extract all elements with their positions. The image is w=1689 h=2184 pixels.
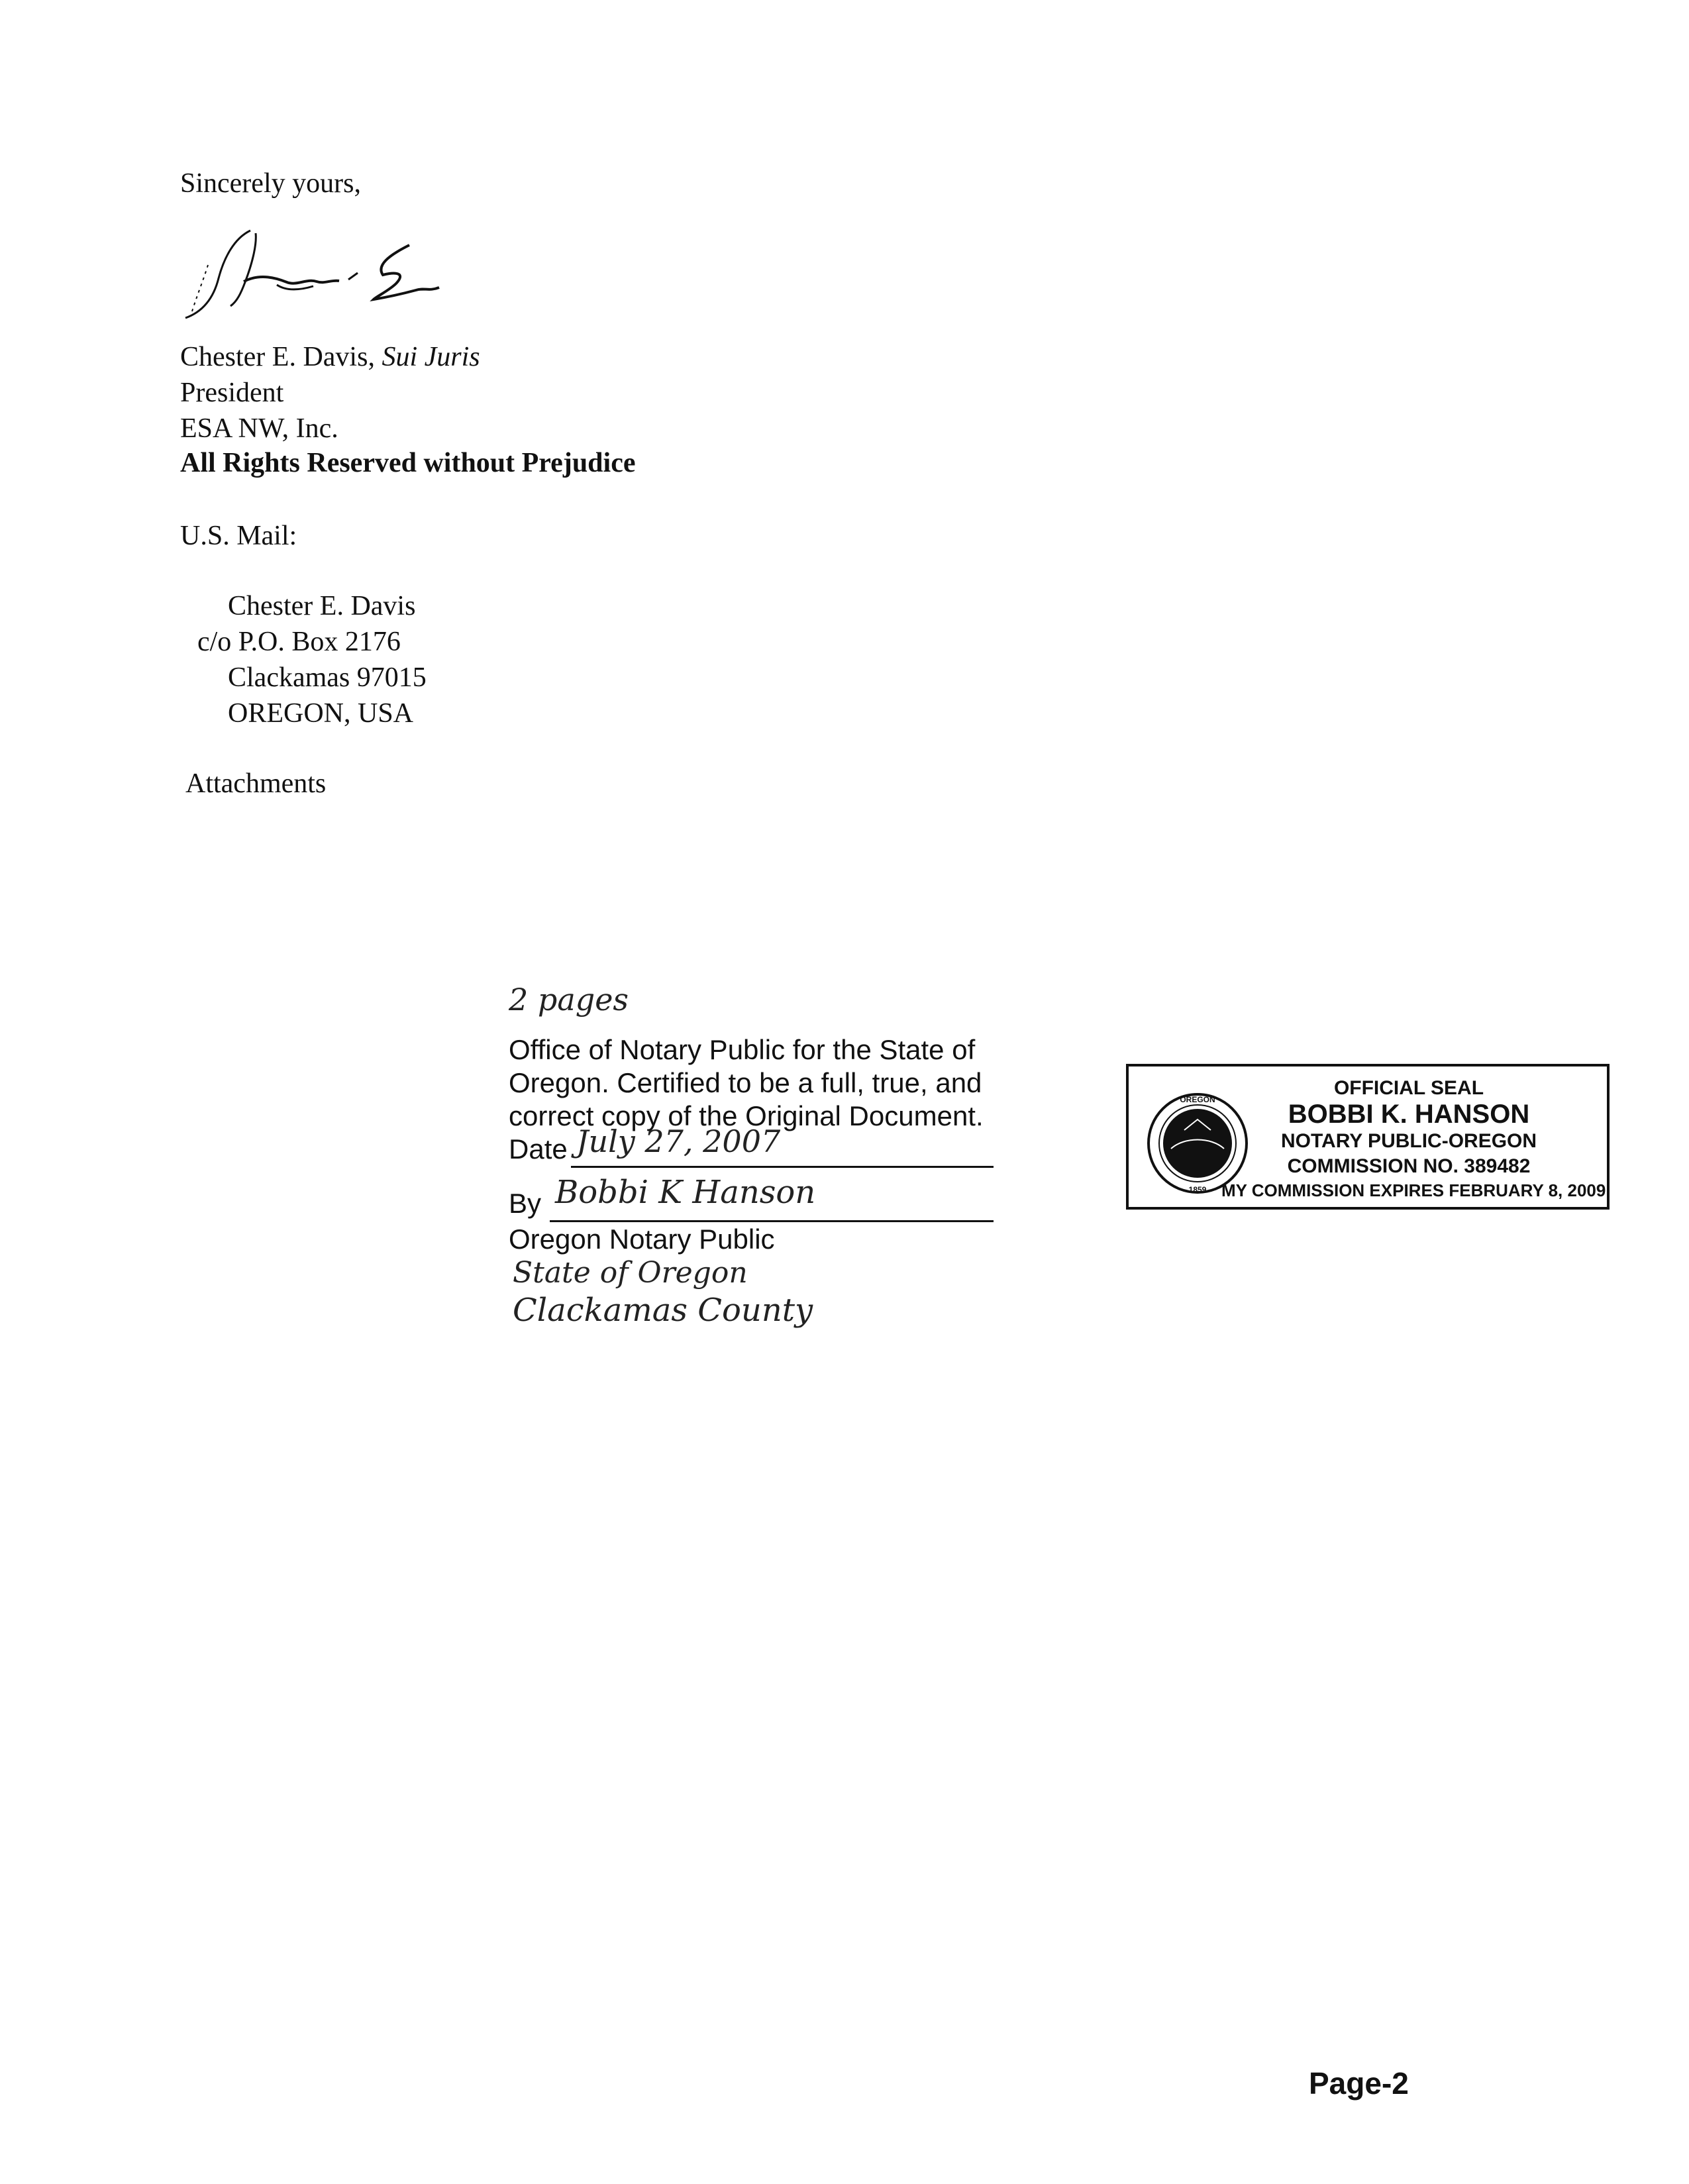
signer-title: President <box>180 378 284 408</box>
handwritten-page-count: 2 pages <box>509 982 629 1017</box>
official-seal-stamp <box>1126 1064 1610 1210</box>
seal-heading: OFFICIAL SEAL <box>1333 1077 1484 1099</box>
handwritten-date: July 27, 2007 <box>576 1123 781 1159</box>
page-number: Page-2 <box>1309 2066 1409 2101</box>
svg-text:OREGON: OREGON <box>1180 1095 1215 1104</box>
mail-address-line: OREGON, USA <box>228 698 414 729</box>
seal-commission-expiry: MY COMMISSION EXPIRES FEBRUARY 8, 2009 <box>1221 1180 1606 1200</box>
mail-address-line: Clackamas 97015 <box>228 662 427 693</box>
handwritten-state: State of Oregon <box>513 1256 748 1290</box>
handwritten-signature <box>178 219 509 331</box>
by-signature-line <box>550 1220 994 1222</box>
certification-line: Office of Notary Public for the State of <box>509 1034 976 1065</box>
mail-address-line: Chester E. Davis <box>228 591 416 621</box>
svg-text:1859: 1859 <box>1188 1185 1207 1194</box>
mail-label: U.S. Mail: <box>180 521 297 551</box>
attachments-label: Attachments <box>185 768 327 799</box>
seal-notary-name: BOBBI K. HANSON <box>1288 1100 1530 1129</box>
date-signature-line <box>571 1166 994 1168</box>
signer-name-suffix: Sui Juris <box>382 342 480 372</box>
signer-name: Chester E. Davis, <box>180 342 375 372</box>
certification-line: Oregon. Certified to be a full, true, and <box>509 1067 982 1098</box>
signer-company: ESA NW, Inc. <box>180 413 338 444</box>
mail-address-line: c/o P.O. Box 2176 <box>197 627 401 657</box>
by-label: By <box>509 1188 542 1219</box>
seal-notary-title: NOTARY PUBLIC-OREGON <box>1280 1130 1537 1152</box>
rights-reserved-statement: All Rights Reserved without Prejudice <box>180 448 636 478</box>
notary-role: Oregon Notary Public <box>509 1223 775 1255</box>
date-label: Date <box>509 1133 568 1165</box>
seal-commission-number: COMMISSION NO. 389482 <box>1287 1155 1531 1177</box>
notary-handwritten-signature: Bobbi K Hanson <box>555 1174 816 1211</box>
handwritten-county: Clackamas County <box>513 1292 813 1329</box>
closing-text: Sincerely yours, <box>180 168 361 199</box>
signer-name-line <box>180 339 480 375</box>
certification-line: correct copy of the Original Document. <box>509 1100 984 1131</box>
